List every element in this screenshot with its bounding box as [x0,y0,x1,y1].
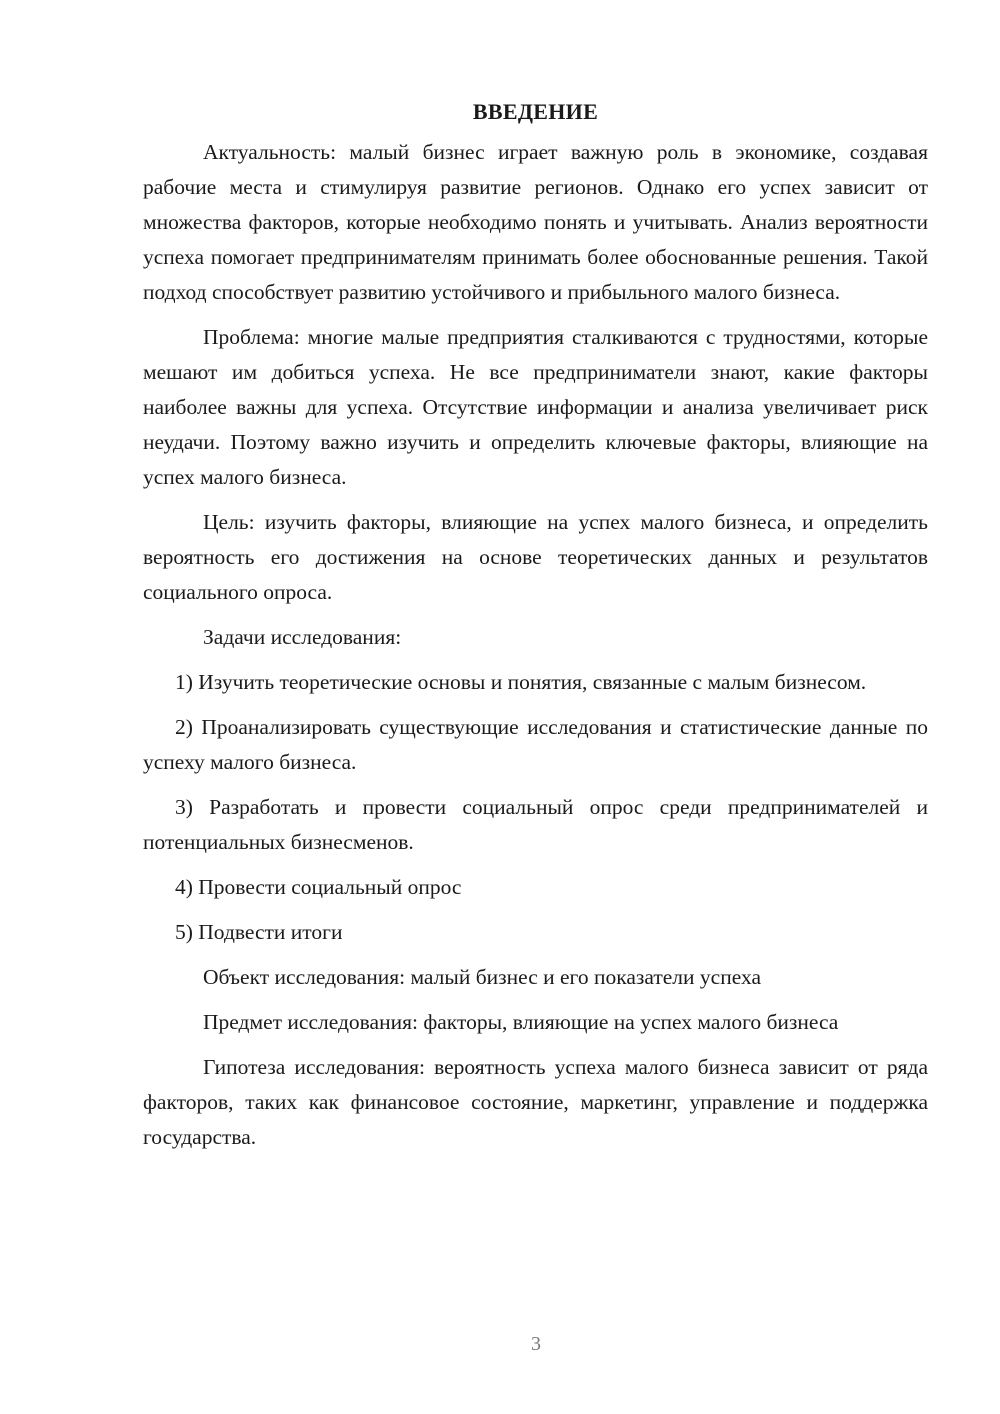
paragraph-subject: Предмет исследования: факторы, влияющие на успех малого бизнеса [203,1010,839,1034]
paragraph-goal: Цель: изучить факторы, влияющие на успех малого бизнеса, и определить вероятность его достижения на основе теоретических данных и результатов социального опроса. [143,510,928,604]
task-item-3: 3) Разработать и провести социальный опрос среди предпринимателей и потенциальных бизнесменов. [143,795,928,854]
paragraph-problem: Проблема: многие малые предприятия сталкиваются с трудностями, которые мешают им добиться успеха. Не все предприниматели знают, какие факторы наиболее важны для успеха. Отсутствие информации и анализа увеличивает риск неудачи. Поэтому важно изучить и определить ключевые факторы, влияющие на успех малого бизнеса. [143,325,928,489]
task-item-4: 4) Провести социальный опрос [175,875,462,899]
task-item-1: 1) Изучить теоретические основы и понятия, связанные с малым бизнесом. [175,670,867,694]
task-item-2: 2) Проанализировать существующие исследования и статистические данные по успеху малого бизнеса. [143,715,928,774]
tasks-heading: Задачи исследования: [203,625,402,649]
task-item-5: 5) Подвести итоги [175,920,343,944]
paragraph-hypothesis: Гипотеза исследования: вероятность успеха малого бизнеса зависит от ряда факторов, таких как финансовое состояние, маркетинг, управление и поддержка государства. [143,1055,928,1149]
section-title: ВВЕДЕНИЕ [472,99,599,124]
paragraph-object: Объект исследования: малый бизнес и его показатели успеха [203,965,761,989]
paragraph-relevance: Актуальность: малый бизнес играет важную роль в экономике, создавая рабочие места и стимулируя развитие регионов. Однако его успех зависит от множества факторов, которые необходимо понять и учитывать. Анализ вероятности успеха помогает предпринимателям принимать более обоснованные решения. Такой подход способствует развитию устойчивого и прибыльного малого бизнеса. [143,140,928,304]
document-page [143,94,928,1165]
page-number: 3 [531,1333,541,1355]
